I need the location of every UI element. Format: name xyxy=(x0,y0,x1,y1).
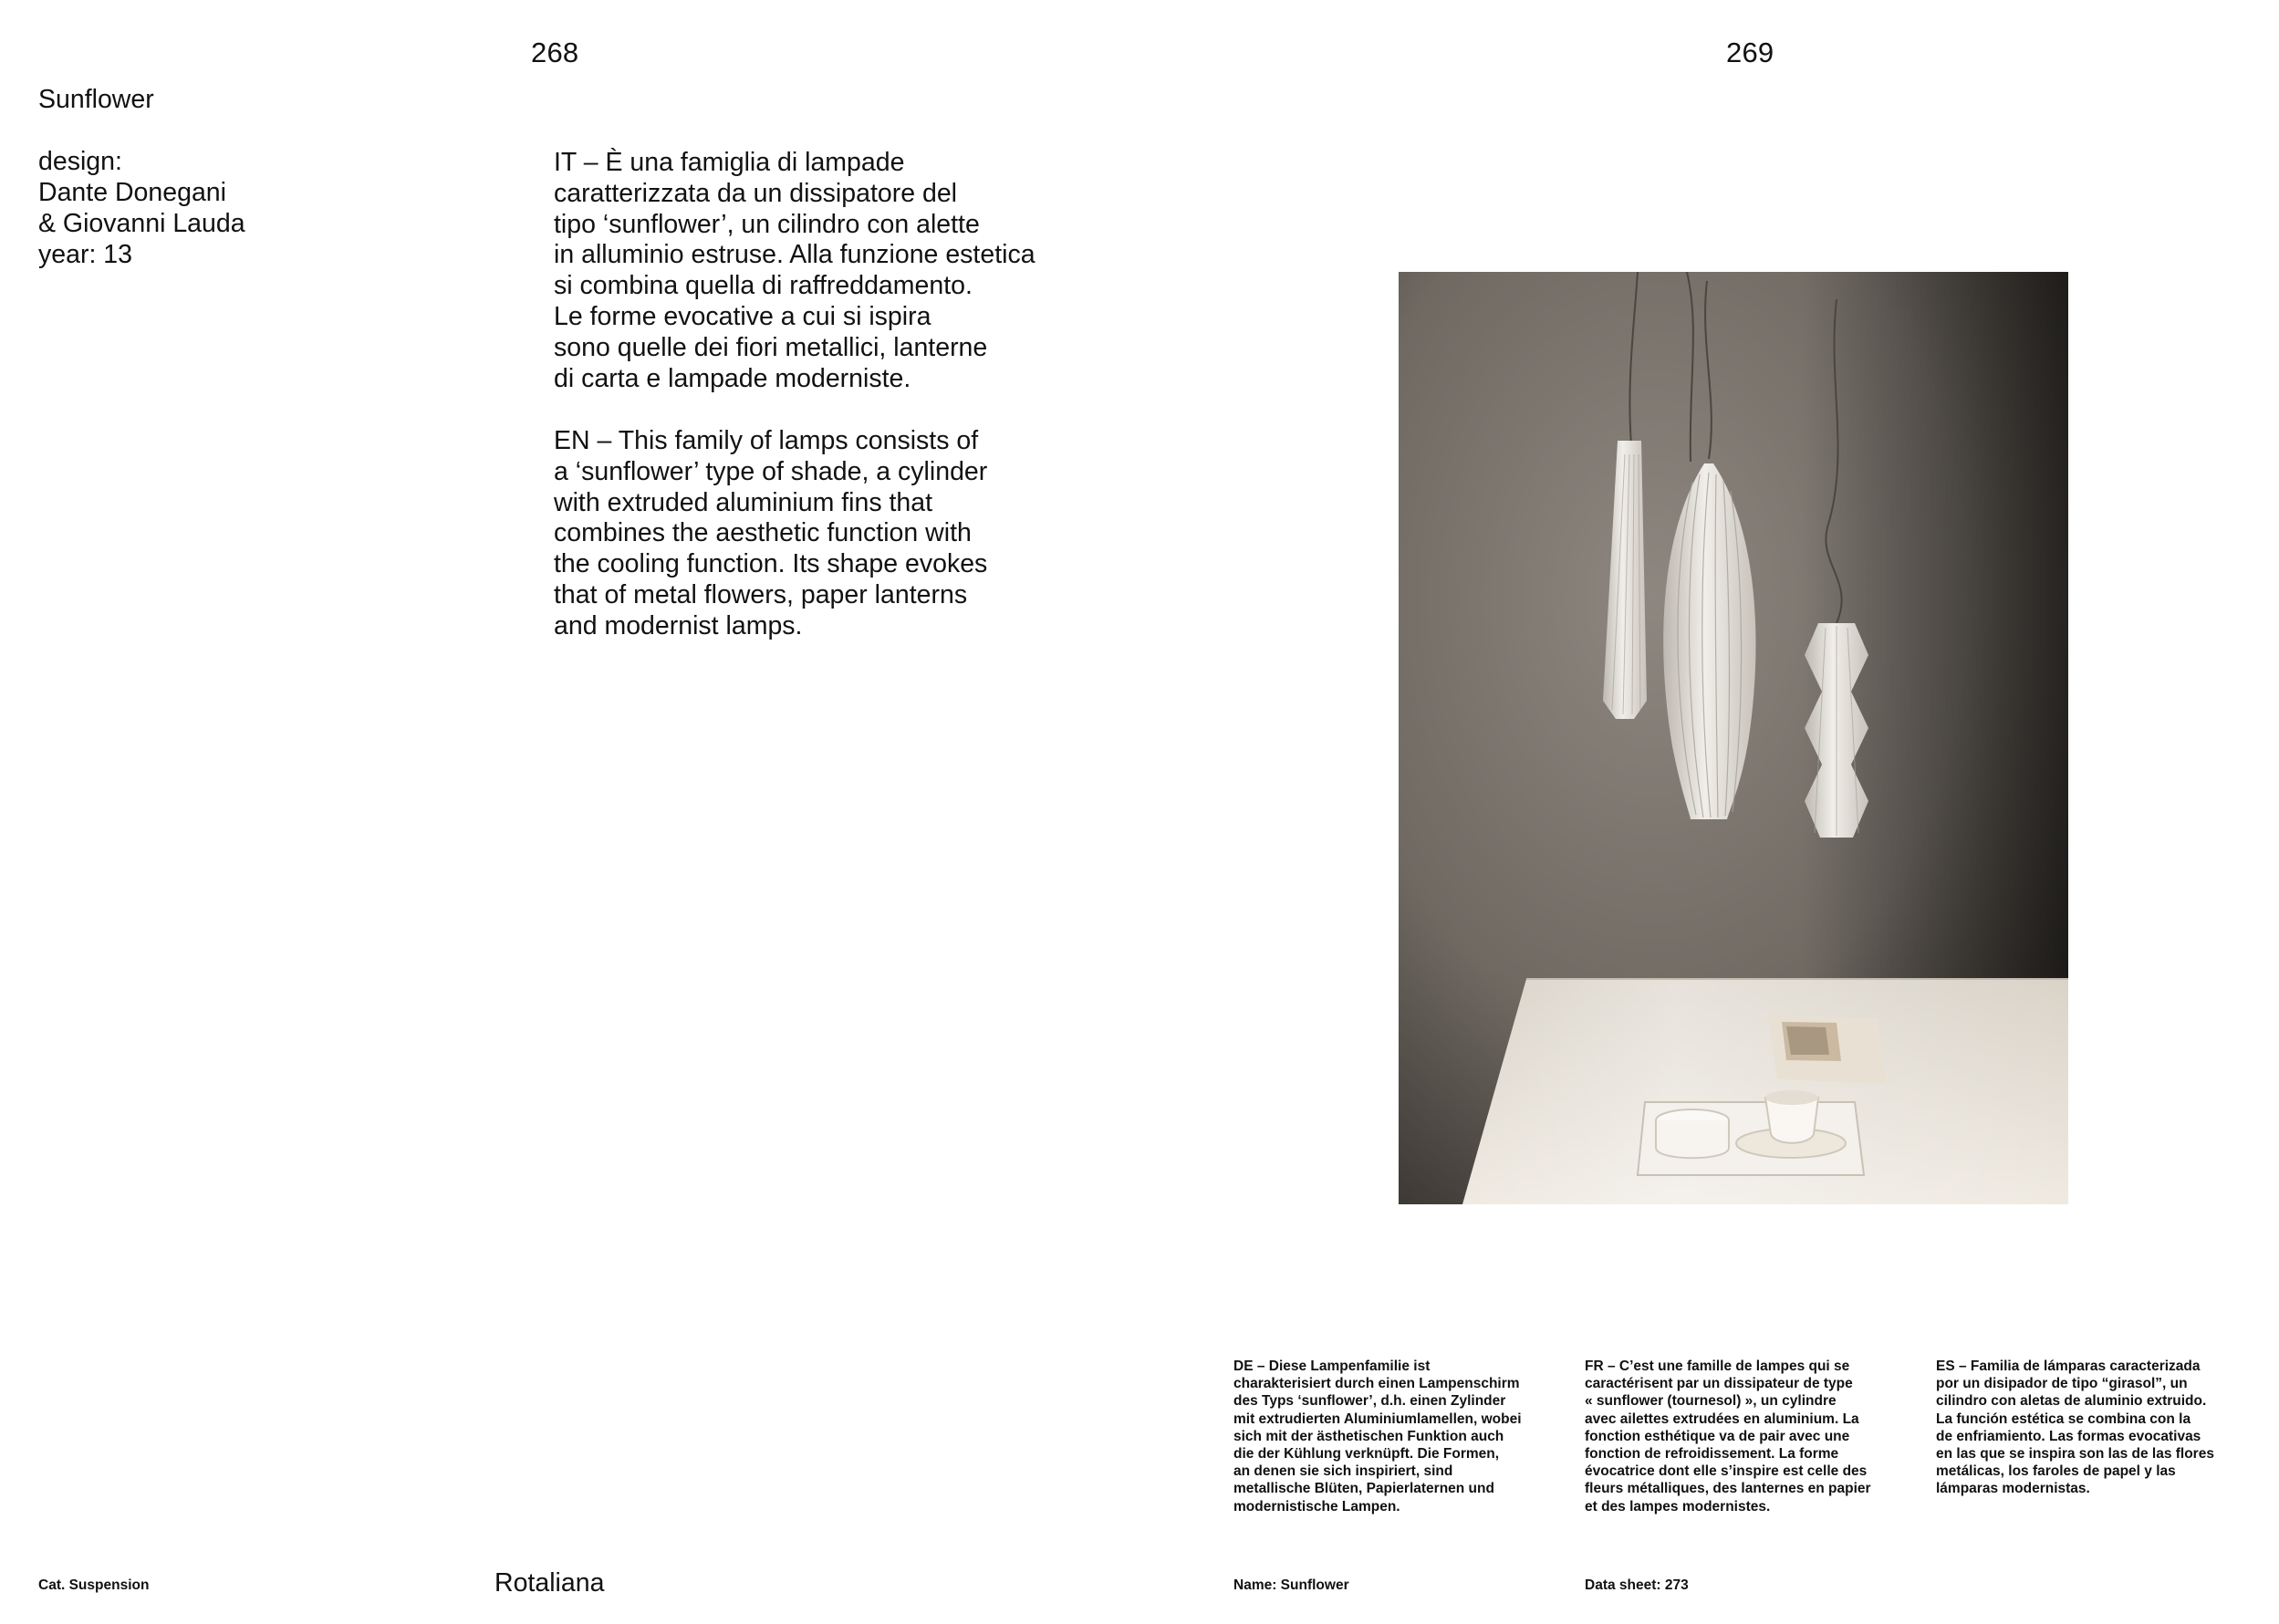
footer-category: Cat. Suspension xyxy=(38,1577,150,1593)
fr-line: et des lampes modernistes. xyxy=(1585,1498,1771,1515)
de-line: sich mit der ästhetischen Funktion auch xyxy=(1233,1428,1504,1444)
spanish-description xyxy=(1936,1358,2274,1498)
en-line: with extruded aluminium fins that xyxy=(554,487,933,517)
design-label: design: xyxy=(38,147,122,176)
fr-line: « sunflower (tournesol) », un cylindre xyxy=(1585,1393,1837,1410)
it-line: in alluminio estruse. Alla funzione estetica xyxy=(554,240,1035,270)
es-line: cilindro con aletas de aluminio extruido. xyxy=(1936,1393,2207,1410)
it-line: caratterizzata da un dissipatore del xyxy=(554,178,958,208)
de-line: modernistische Lampen. xyxy=(1233,1498,1400,1515)
de-line: die der Kühlung verknüpft. Die Formen, xyxy=(1233,1446,1500,1463)
book xyxy=(1768,1015,1887,1084)
fr-line: caractérisent par un dissipateur de type xyxy=(1585,1376,1853,1392)
designer-2: & Giovanni Lauda xyxy=(38,209,245,238)
it-line: sono quelle dei fiori metallici, lanterne xyxy=(554,332,988,362)
fr-line: FR – C’est une famille de lampes qui se xyxy=(1585,1359,1850,1374)
es-line: La función estética se combina con la xyxy=(1936,1411,2191,1427)
page-number-right: 269 xyxy=(1726,36,1774,68)
french-description xyxy=(1585,1358,1922,1515)
en-line: that of metal flowers, paper lanterns xyxy=(554,579,968,609)
footer-datasheet: Data sheet: 273 xyxy=(1585,1577,1689,1593)
de-line: mit extrudierten Aluminiumlamellen, wobei xyxy=(1233,1411,1522,1427)
german-description xyxy=(1233,1358,1571,1515)
en-line: a ‘sunflower’ type of shade, a cylinder xyxy=(554,456,988,486)
fr-line: fonction esthétique va de pair avec une xyxy=(1585,1428,1850,1444)
fr-line: fonction de refroidissement. La forme xyxy=(1585,1446,1839,1463)
product-info xyxy=(38,84,245,270)
es-line: metálicas, los faroles de papel y las xyxy=(1936,1463,2176,1480)
lamp-stacked xyxy=(1805,623,1868,838)
en-line: and modernist lamps. xyxy=(554,610,803,640)
fr-line: fleurs métalliques, des lanternes en papier xyxy=(1585,1481,1871,1497)
it-line: IT – È una famiglia di lampade xyxy=(554,148,905,177)
de-line: des Typs ‘sunflower’, d.h. einen Zylinder xyxy=(1233,1393,1506,1410)
de-line: metallische Blüten, Papierlaternen und xyxy=(1233,1481,1494,1497)
fr-line: avec ailettes extrudées en aluminium. La xyxy=(1585,1411,1859,1427)
it-line: di carta e lampade moderniste. xyxy=(554,363,911,393)
en-line: EN – This family of lamps consists of xyxy=(554,426,979,455)
it-line: Le forme evocative a cui si ispira xyxy=(554,301,931,331)
es-line: ES – Familia de lámparas caracterizada xyxy=(1936,1359,2201,1374)
es-line: en las que se inspira son las de las flores xyxy=(1936,1446,2214,1463)
es-line: de enfriamiento. Las formas evocativas xyxy=(1936,1428,2201,1444)
de-line: DE – Diese Lampenfamilie ist xyxy=(1233,1359,1431,1374)
es-line: lámparas modernistas. xyxy=(1936,1481,2090,1497)
year-label: year: 13 xyxy=(38,240,132,269)
product-name: Sunflower xyxy=(38,85,154,114)
footer-product-name: Name: Sunflower xyxy=(1233,1577,1349,1593)
it-line: tipo ‘sunflower’, un cilindro con alette xyxy=(554,209,980,239)
de-line: an denen sie sich inspiriert, sind xyxy=(1233,1463,1453,1480)
en-line: the cooling function. Its shape evokes xyxy=(554,549,988,579)
de-line: charakterisiert durch einen Lampenschirm xyxy=(1233,1376,1520,1392)
footer-brand: Rotaliana xyxy=(494,1568,605,1598)
it-line: si combina quella di raffreddamento. xyxy=(554,271,973,301)
product-photo xyxy=(1399,272,2068,1204)
es-line: por un disipador de tipo “girasol”, un xyxy=(1936,1376,2188,1392)
en-line: combines the aesthetic function with xyxy=(554,518,972,548)
italian-description xyxy=(554,148,1101,394)
page-number-left: 268 xyxy=(531,36,579,68)
tray-with-cups xyxy=(1638,1090,1864,1175)
designer-1: Dante Donegani xyxy=(38,178,226,207)
fr-line: évocatrice dont elle s’inspire est celle des xyxy=(1585,1463,1868,1480)
english-description xyxy=(554,426,1101,642)
